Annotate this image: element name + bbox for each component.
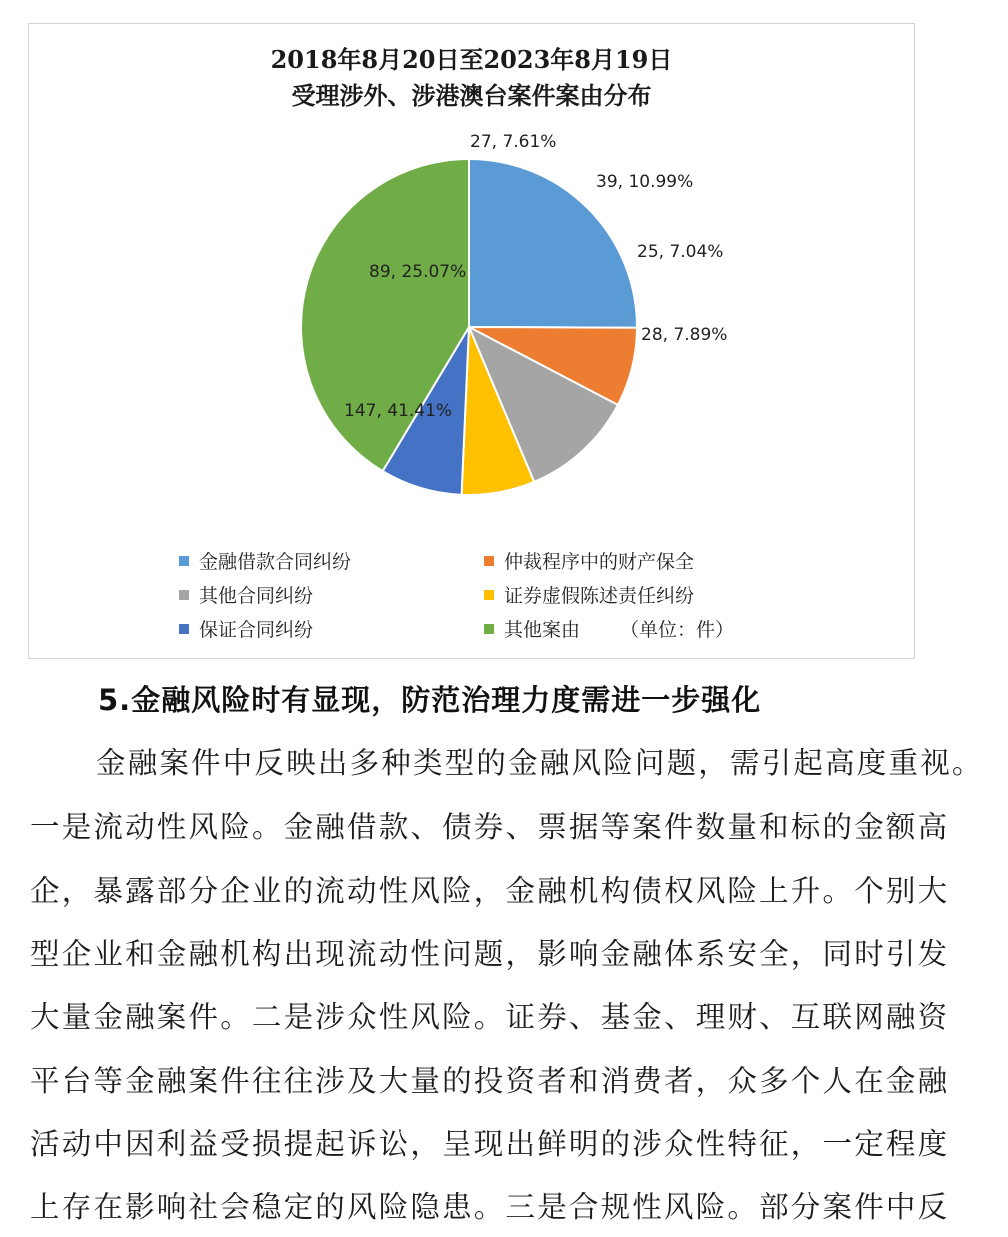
legend-swatch [179,624,189,634]
chart-title-line1: 2018年8月20日至2023年8月19日 [270,45,673,74]
legend-label: 其他案由 [504,619,581,641]
pie-chart-panel [28,23,915,659]
legend-swatch [484,624,494,634]
section-heading: 5.金融风险时有显现，防范治理力度需进一步强化 [98,683,762,717]
paragraph-line: 金融案件中反映出多种类型的金融风险问题，需引起高度重视。 [96,746,984,780]
legend-label: 证券虚假陈述责任纠纷 [504,585,695,607]
paragraph-line: 大量金融案件。二是涉众性风险。证券、基金、理财、互联网融资 [30,1000,950,1034]
legend-item-other-contract [179,581,313,608]
chart-legend [29,24,914,658]
legend-label: 金融借款合同纠纷 [199,551,352,573]
data-label-other-cause: 147, 41.41% [344,401,453,421]
paragraph-line: 企，暴露部分企业的流动性风险，金融机构债权风险上升。个别大 [30,874,950,908]
legend-label: 仲裁程序中的财产保全 [504,551,695,573]
data-label-other-contract: 39, 10.99% [596,172,694,192]
legend-swatch [484,556,494,566]
paragraph-line: 上存在影响社会稳定的风险隐患。三是合规性风险。部分案件中反 [30,1190,950,1224]
paragraph-line: 活动中因利益受损提起诉讼，呈现出鲜明的涉众性特征，一定程度 [30,1127,950,1161]
legend-swatch [179,590,189,600]
legend-item-guarantee-contract [179,615,313,642]
legend-item-financial-loan [179,547,351,574]
legend-label: 其他合同纠纷 [199,585,314,607]
legend-swatch [179,556,189,566]
legend-item-securities-false-statement [484,581,694,608]
paragraph-line: 一是流动性风险。金融借款、债券、票据等案件数量和标的金额高 [30,810,950,844]
legend-swatch [484,590,494,600]
paragraph-line: 平台等金融案件往往涉及大量的投资者和消费者，众多个人在金融 [30,1064,950,1098]
unit-note: （单位：件） [620,619,735,641]
paragraph-line: 型企业和金融机构出现流动性问题，影响金融体系安全，同时引发 [30,937,950,971]
data-label-financial-loan: 89, 25.07% [369,262,467,282]
data-label-guarantee-contract: 28, 7.89% [641,325,728,345]
data-label-arbitration-preservation: 27, 7.61% [470,132,557,152]
legend-item-other-cause [484,615,734,642]
legend-item-arbitration-preservation [484,547,694,574]
chart-title-line2: 受理涉外、涉港澳台案件案由分布 [291,81,652,110]
legend-label: 保证合同纠纷 [199,619,314,641]
data-label-securities-false-statement: 25, 7.04% [637,242,724,262]
